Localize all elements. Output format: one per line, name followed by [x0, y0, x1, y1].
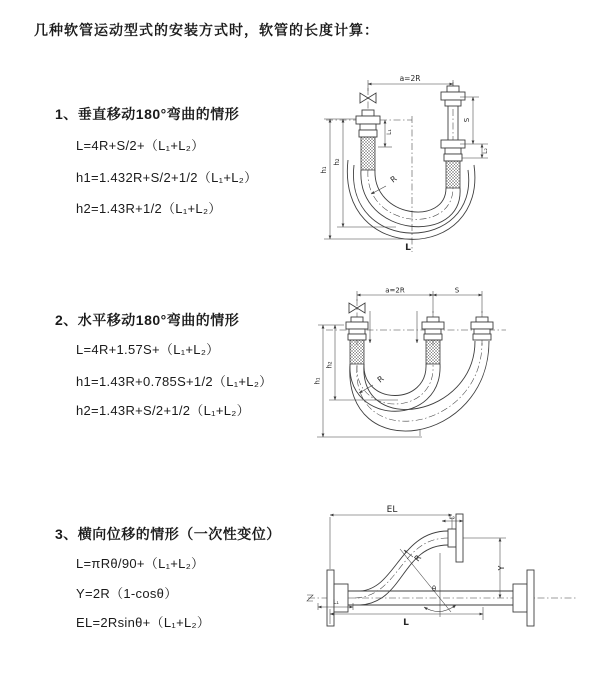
formula-1-h2: h2=1.43R+1/2（L₁+L₂） [76, 201, 222, 216]
u-bend-hose-position-2 [350, 341, 489, 431]
section-3-heading: 3、横向位移的情形（一次性变位） [55, 526, 281, 542]
dim-label-l1: L₁ [333, 599, 339, 606]
dim-label-h2: h₂ [325, 361, 334, 369]
dim-label-h1: h₁ [313, 377, 322, 385]
dim-label-y: Y [497, 565, 506, 571]
length-label: L [405, 243, 411, 253]
dim-label-a2r: a=2R [385, 286, 405, 295]
fixed-hose-end [346, 317, 368, 364]
formula-2-L: L=4R+1.57S+（L₁+L₂） [76, 342, 220, 357]
section-1-heading: 1、垂直移动180°弯曲的情形 [55, 106, 240, 122]
dimension-lines [317, 291, 482, 437]
radius-label: R [375, 374, 386, 385]
angle-label: θ [431, 585, 437, 593]
moving-hose-end-position-1 [422, 317, 444, 364]
formula-2-h1: h1=1.43R+0.785S+1/2（L₁+L₂） [76, 374, 273, 389]
diagram-horizontal-180-bend [310, 285, 590, 460]
formula-1-L: L=4R+S/2+（L₁+L₂） [76, 138, 205, 153]
page-title: 几种软管运动型式的安装方式时，软管的长度计算： [34, 22, 379, 38]
section-2-heading: 2、水平移动180°弯曲的情形 [55, 312, 240, 328]
radius-label: R [388, 174, 399, 185]
diagram-lateral-displacement [300, 503, 590, 643]
construction-lines [400, 549, 456, 617]
dimension-labels [320, 74, 489, 253]
left-hose-end [356, 110, 380, 170]
dimension-labels [333, 505, 506, 628]
diagram-vertical-180-bend [312, 70, 590, 258]
dim-label-l2: L₂ [449, 514, 455, 521]
dim-label-a2r: a=2R [399, 74, 421, 83]
dim-label-l2: L₂ [482, 148, 489, 154]
formula-3-EL: EL=2Rsinθ+（L₁+L₂） [76, 615, 211, 630]
formula-1-h1: h1=1.432R+S/2+1/2（L₁+L₂） [76, 170, 258, 185]
formula-3-L: L=πRθ/90+（L₁+L₂） [76, 556, 205, 571]
dim-label-l1: L₁ [386, 129, 393, 135]
moving-hose-end-position-2 [471, 317, 493, 340]
dim-label-h1: h₁ [320, 166, 328, 174]
centerlines [326, 82, 453, 252]
formula-3-Y: Y=2R（1-cosθ） [76, 586, 178, 601]
radius-label: R [412, 553, 424, 564]
dim-label-s: S [463, 117, 471, 123]
dim-label-s: S [454, 286, 460, 295]
dim-label-l: L [403, 618, 409, 628]
dim-label-h2: h₂ [333, 158, 341, 166]
dim-label-el: EL [386, 505, 398, 515]
formula-2-h2: h2=1.43R+S/2+1/2（L₁+L₂） [76, 403, 250, 418]
